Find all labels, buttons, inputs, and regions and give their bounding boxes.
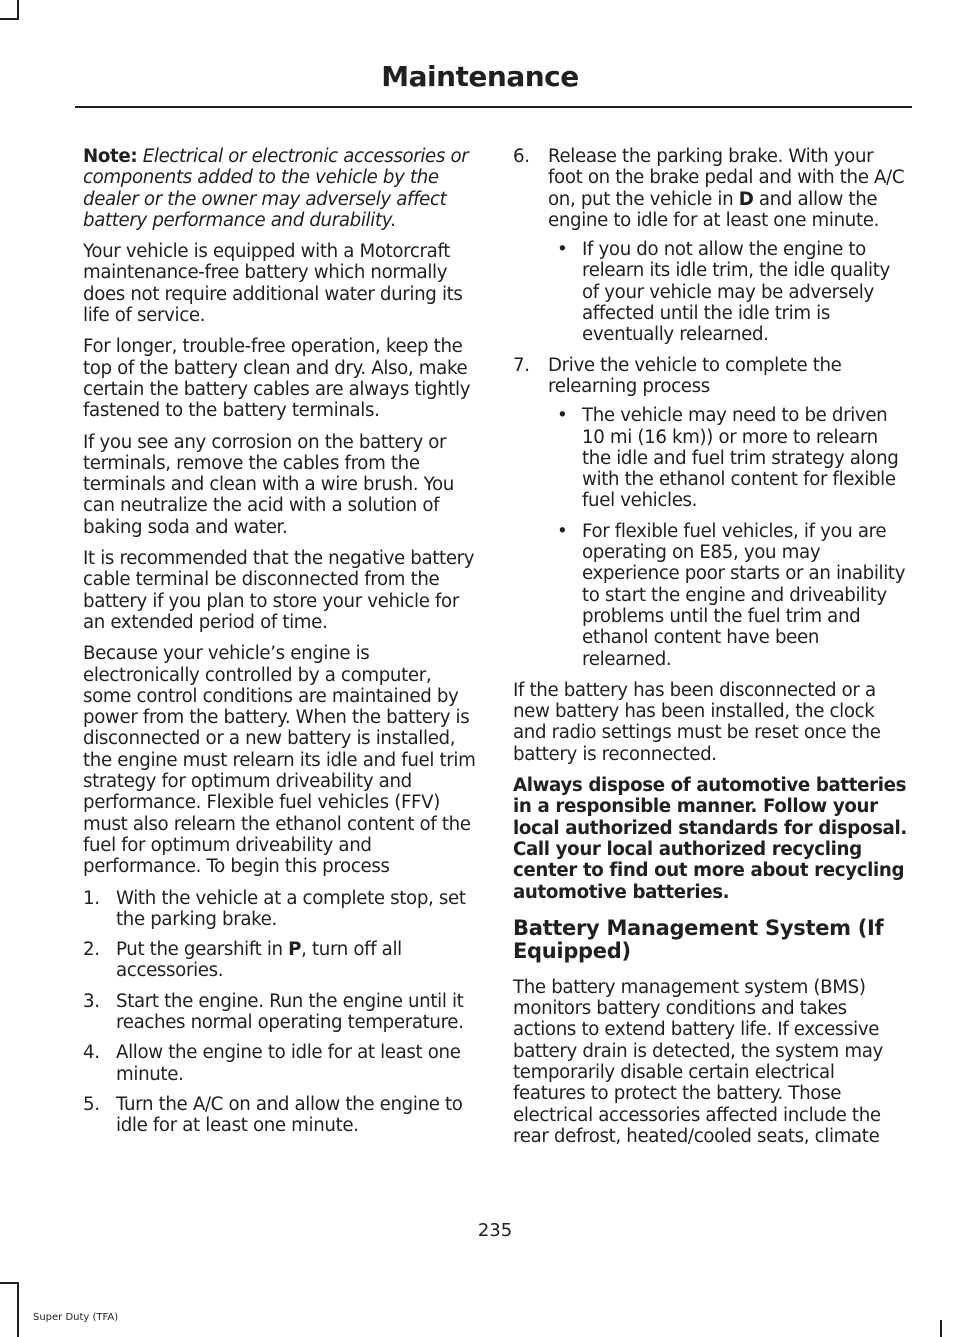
- step-text: Turn the A/C on and allow the engine to idle for at least one minute.: [116, 1093, 463, 1137]
- disposal-warning: Always dispose of automotive batteries in a responsible manner. Follow your local authorized standards for disposal. Call your local authorized recycling center to find out more about recycling automotive batteries.: [513, 775, 907, 903]
- bullet-icon: •: [557, 239, 568, 261]
- gear-letter: P: [288, 939, 302, 961]
- list-item: [548, 405, 910, 511]
- step-notes: [548, 405, 910, 670]
- step-number: 2.: [83, 939, 100, 961]
- step-text: Release the parking brake. With your foot on the brake pedal and with the A/C on, put the vehicle in: [548, 146, 905, 210]
- note-text: Electrical or electronic accessories or components added to the vehicle by the dealer or the owner may adversely affect battery performance and durability.: [83, 146, 469, 231]
- step-number: 3.: [83, 990, 100, 1012]
- section-heading: Battery Management System (If Equipped): [513, 915, 884, 963]
- paragraph-battery-type: Your vehicle is equipped with a Motorcraft maintenance-free battery which normally does not require additional water during its life of service.: [83, 241, 463, 327]
- step-text: and allow the engine to idle for at least one minute.: [548, 188, 879, 231]
- note-label: Note:: [83, 146, 138, 167]
- step-text: Start the engine. Run the engine until it reaches normal operating temperature.: [116, 990, 464, 1033]
- relearn-steps-continued: [513, 146, 910, 670]
- step-text: With the vehicle at a complete stop, set the parking brake.: [116, 887, 466, 930]
- crop-mark: [17, 0, 19, 18]
- paragraph-keep-clean: For longer, trouble-free operation, keep the top of the battery clean and dry. Also, make certain the battery cables are always tightly fastened to the battery terminals.: [83, 336, 471, 422]
- paragraph-reset-settings: If the battery has been disconnected or a new battery has been installed, the clock and radio settings must be reset once the battery is reconnected.: [513, 679, 881, 765]
- list-item: [548, 521, 910, 670]
- step-text: Allow the engine to idle for at least one minute.: [116, 1042, 461, 1085]
- bullet-text: If you do not allow the engine to relearn its idle trim, the idle quality of your vehicle may be adversely affected until the idle trim is eventually relearned.: [582, 239, 890, 346]
- left-column: [83, 146, 476, 1146]
- step-number: 5.: [83, 1093, 100, 1115]
- page-number: 235: [477, 1220, 513, 1241]
- book-title: Super Duty (TFA): [33, 1312, 119, 1323]
- list-item: [83, 1094, 476, 1137]
- list-item: [513, 355, 910, 670]
- step-text: Drive the vehicle to complete the relearning process: [548, 354, 842, 397]
- paragraph-relearn: Because your vehicle’s engine is electronically controlled by a computer, some control conditions are maintained by power from the battery. When the battery is disconnected or a new battery is installed, the engine must relearn its idle and fuel trim strategy for optimum driveability and performance. Flexible fuel vehicles (FFV) must also relearn the ethanol content of the fuel for optimum driveability and performance. To begin this process: [83, 643, 476, 878]
- step-number: 7.: [513, 354, 530, 376]
- paragraph-bms: The battery management system (BMS) monitors battery conditions and takes actions to extend battery life. If excessive battery drain is detected, the system may temporarily disable certain electrical features to protect the battery. Those electrical accessories affected include the rear defrost, heated/cooled seats, climate: [513, 976, 883, 1147]
- crop-mark: [940, 1320, 942, 1337]
- bullet-icon: •: [557, 405, 568, 427]
- step-text: , turn off all accessories.: [116, 939, 402, 982]
- list-item: [83, 939, 476, 982]
- bullet-text: For flexible fuel vehicles, if you are operating on E85, you may experience poor starts or an inability to start the engine and driveability problems until the fuel trim and ethanol content have been relearned.: [582, 520, 906, 670]
- list-item: [83, 991, 476, 1034]
- crop-mark: [0, 1282, 19, 1284]
- note: [83, 146, 476, 231]
- step-number: 4.: [83, 1042, 100, 1064]
- bullet-text: The vehicle may need to be driven 10 mi (16 km)) or more to relearn the idle and fuel trim strategy along with the ethanol content for flexible fuel vehicles.: [582, 405, 899, 512]
- crop-mark: [17, 1282, 19, 1337]
- list-item: [83, 1042, 476, 1085]
- page-title: Maintenance: [381, 60, 579, 93]
- step-number: 1.: [83, 887, 100, 909]
- list-item: [548, 239, 910, 345]
- gear-letter: D: [738, 188, 754, 210]
- step-text: Put the gearshift in: [116, 939, 289, 961]
- relearn-steps: [83, 888, 476, 1137]
- crop-mark: [0, 18, 19, 20]
- step-notes: [548, 239, 910, 345]
- list-item: [83, 888, 476, 931]
- paragraph-corrosion: If you see any corrosion on the battery or terminals, remove the cables from the terminals and clean with a wire brush. You can neutralize the acid with a solution of baking soda and water.: [83, 431, 454, 538]
- step-number: 6.: [513, 146, 530, 167]
- header-rule: [75, 106, 912, 108]
- list-item: [513, 146, 910, 346]
- paragraph-storage: It is recommended that the negative battery cable terminal be disconnected from the battery if you plan to store your vehicle for an extended period of time.: [83, 548, 475, 633]
- right-column: [513, 146, 910, 1157]
- bullet-icon: •: [557, 520, 568, 542]
